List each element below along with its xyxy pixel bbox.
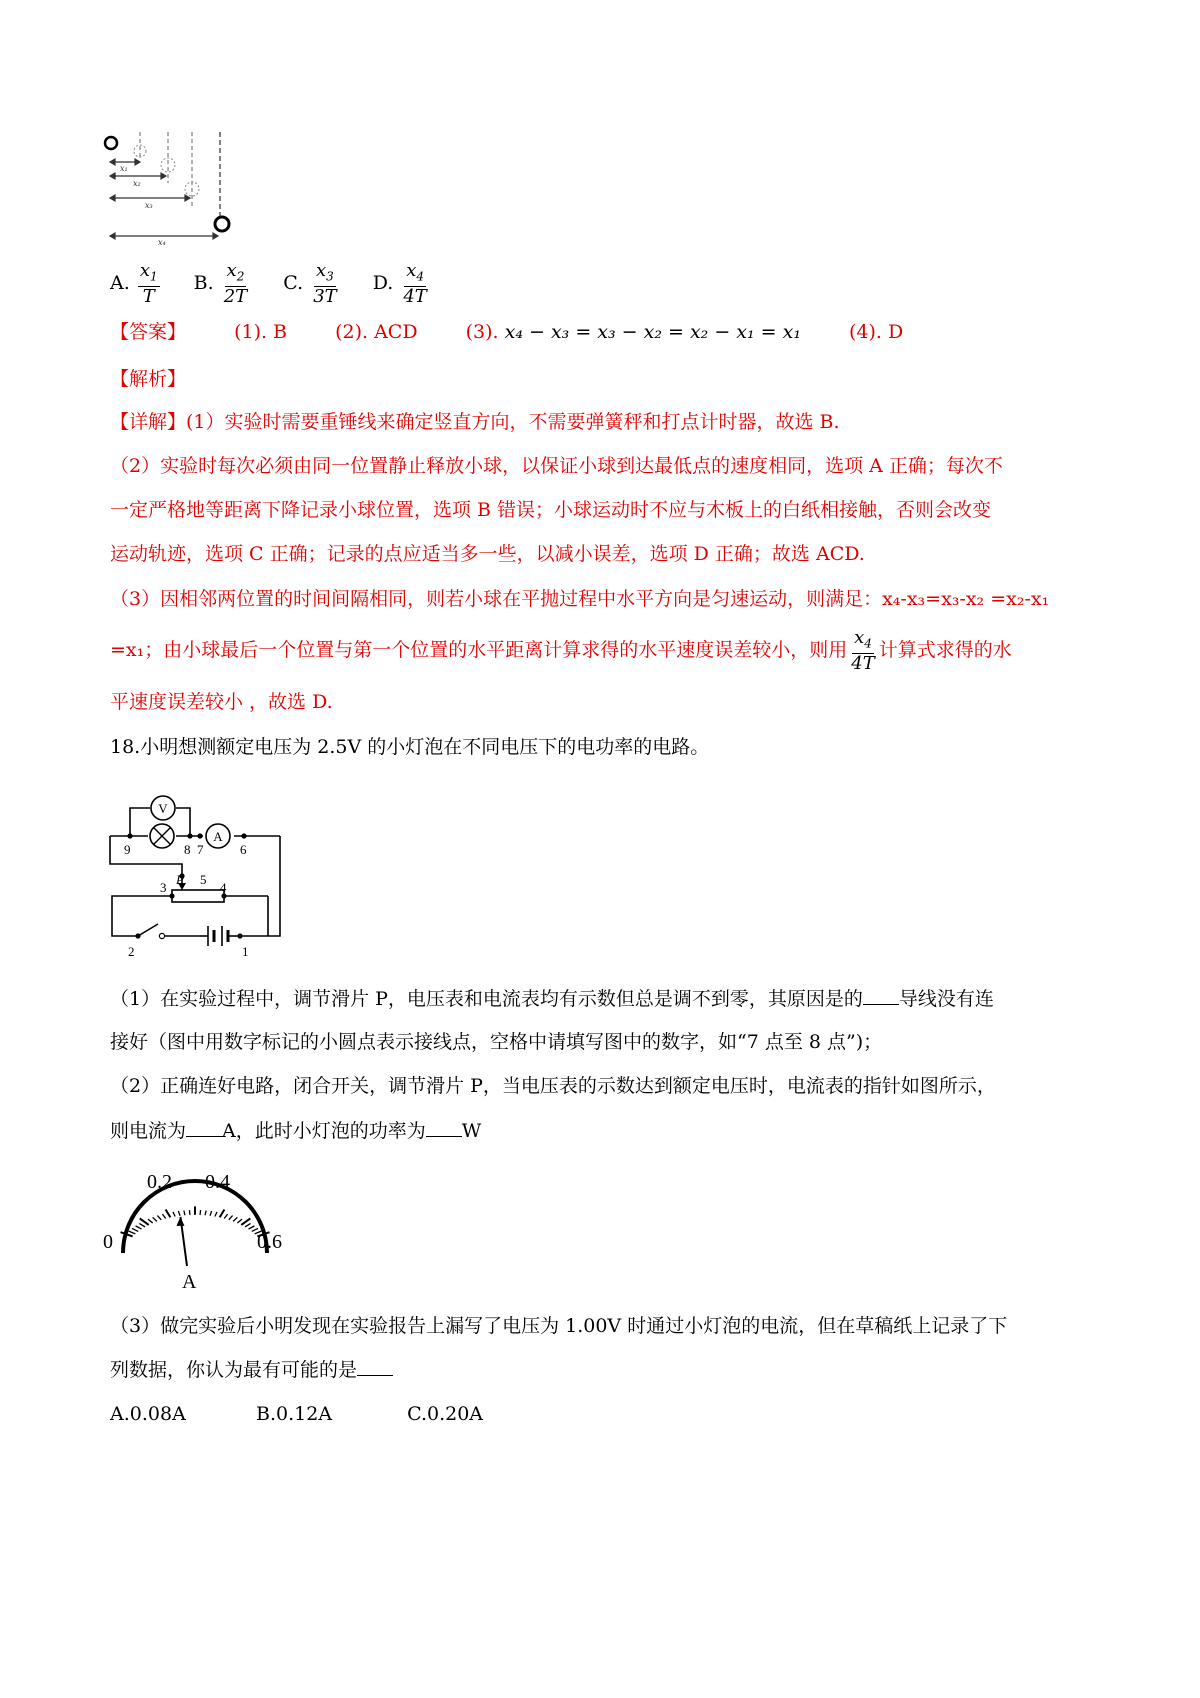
meter-tick [220, 1210, 225, 1218]
q18-s3-l1: （3）做完实验后小明发现在实验报告上漏写了电压为 1.00V 时通过小灯泡的电流，但在草稿纸上记录了下 [110, 1315, 1008, 1337]
q18-s2-l1: （2）正确连好电路，闭合开关，调节滑片 P，当电压表的示数达到额定电压时，电流表的指针如图所示， [110, 1075, 996, 1097]
meter-tick [129, 1231, 136, 1234]
node-1: 1 [242, 944, 249, 959]
meter-tick [189, 1210, 190, 1215]
slider-p-label: P [176, 872, 184, 887]
choice-a: A.0.08A [110, 1403, 186, 1425]
ammeter-dial [95, 1158, 295, 1298]
meter-tick [157, 1216, 161, 1220]
projectile-diagram [100, 128, 250, 248]
node-5: 5 [200, 872, 207, 887]
detail-p2-l3: 运动轨迹，选项 C 正确；记录的点应适当多一些，以减小误差，选项 D 正确；故选 ACD. [110, 543, 865, 565]
detail-p1: 【详解】(1）实验时需要重锤线来确定竖直方向，不需要弹簧秤和打点计时器，故选 B. [110, 411, 840, 433]
meter-tick [162, 1214, 165, 1218]
node-7: 7 [197, 842, 204, 857]
meter-tick [184, 1210, 185, 1215]
q18-s3-l2: 列数据，你认为最有可能的是 [110, 1356, 393, 1384]
meter-tick [136, 1226, 142, 1229]
ball-position-0 [105, 137, 117, 149]
meter-tick [139, 1223, 145, 1226]
tick-label-0.6: 0.6 [257, 1231, 282, 1253]
option-b: B. $\frac{x_2}{2T}$ [193, 259, 248, 308]
q17-options [110, 258, 457, 308]
option-c: C. $\frac{x_3}{3T}$ [283, 259, 337, 308]
q18-stem: 18.小明想测额定电压为 2.5V 的小灯泡在不同电压下的电功率的电路。 [110, 736, 710, 758]
circuit-diagram [100, 780, 290, 965]
q18-s2-l2: 则电流为 A，此时小灯泡的功率为 W [110, 1120, 482, 1142]
option-d: D. $\frac{x_4}{4T}$ [372, 259, 427, 308]
detail-p3-l1: （3）因相邻两位置的时间间隔相同，则若小球在平抛过程中水平方向是匀速运动，则满足：x₄-x₃=x₃-x₂ =x₂-x₁ [110, 588, 1050, 610]
detail-p3-l3: 平速度误差较小 ，故选 D. [110, 691, 333, 713]
ball-position-4 [215, 217, 229, 231]
detail-p2-l2: 一定严格地等距离下降记录小球位置，选项 B 错误；小球运动时不应与木板上的白纸相接触，否则会改变 [110, 499, 992, 521]
node-3: 3 [160, 880, 167, 895]
meter-tick [132, 1228, 138, 1231]
meter-tick [166, 1210, 171, 1218]
x4-label: x₄ [158, 238, 166, 247]
node-2: 2 [128, 944, 135, 959]
choice-c: C.0.20A [407, 1403, 484, 1425]
meter-tick [237, 1219, 242, 1223]
detail-p3-l2: =x₁；由小球最后一个位置与第一个位置的水平距离计算求得的水平速度误差较小，则用 $\frac{x_4}{4T}$ 计算式求得的水 [110, 626, 1012, 675]
x1-label: x₁ [120, 164, 128, 173]
meter-tick [210, 1211, 212, 1216]
q18-choices [110, 1400, 483, 1428]
answer-line [110, 318, 903, 346]
answer-3: (3). x₄ − x₃ = x₃ − x₂ = x₂ − x₁ = x₁ [465, 321, 801, 343]
q18-s1-l2: 接好（图中用数字标记的小圆点表示接线点，空格中请填写图中的数字，如“7 点至 8 点”)； [110, 1031, 883, 1053]
x2-label: x₂ [133, 179, 141, 188]
meter-tick [178, 1211, 180, 1216]
svg-text:V: V [158, 801, 168, 816]
meter-tick [205, 1210, 206, 1215]
node-9: 9 [124, 842, 131, 857]
answer-2: (2). ACD [335, 321, 418, 343]
q18-s1-l1: （1）在实验过程中，调节滑片 P，电压表和电流表均有示数但总是调不到零，其原因是的 导线没有连 [110, 988, 994, 1010]
choice-b: B.0.12A [256, 1403, 333, 1425]
meter-tick [153, 1217, 157, 1221]
meter-tick [229, 1216, 233, 1220]
node-4: 4 [220, 880, 227, 895]
answer-label: 【答案】 [110, 321, 187, 343]
meter-tick [200, 1210, 201, 1215]
detail-p2-l1: （2）实验时每次必须由同一位置静止释放小球，以保证小球到达最低点的速度相同，选项 A 正确；每次不 [110, 455, 1003, 477]
option-a: A. $\frac{x_1}{T}$ [110, 259, 158, 308]
meter-tick [233, 1217, 237, 1221]
meter-tick [249, 1226, 255, 1229]
tick-label-0.2: 0.2 [147, 1171, 172, 1193]
node-6: 6 [240, 842, 247, 857]
analysis-label: 【解析】 [110, 368, 187, 390]
meter-unit-label: A [182, 1271, 197, 1293]
svg-text:A: A [213, 829, 223, 844]
node-8: 8 [184, 842, 191, 857]
tick-label-0: 0 [103, 1231, 113, 1253]
tick-label-0.4: 0.4 [205, 1171, 230, 1193]
answer-1: (1). B [234, 321, 288, 343]
answer-4: (4). D [849, 321, 904, 343]
meter-tick [173, 1212, 175, 1217]
x3-label: x₃ [145, 201, 153, 210]
meter-tick [245, 1223, 251, 1226]
meter-tick [215, 1212, 217, 1217]
meter-tick [148, 1219, 153, 1223]
meter-tick [224, 1214, 227, 1218]
